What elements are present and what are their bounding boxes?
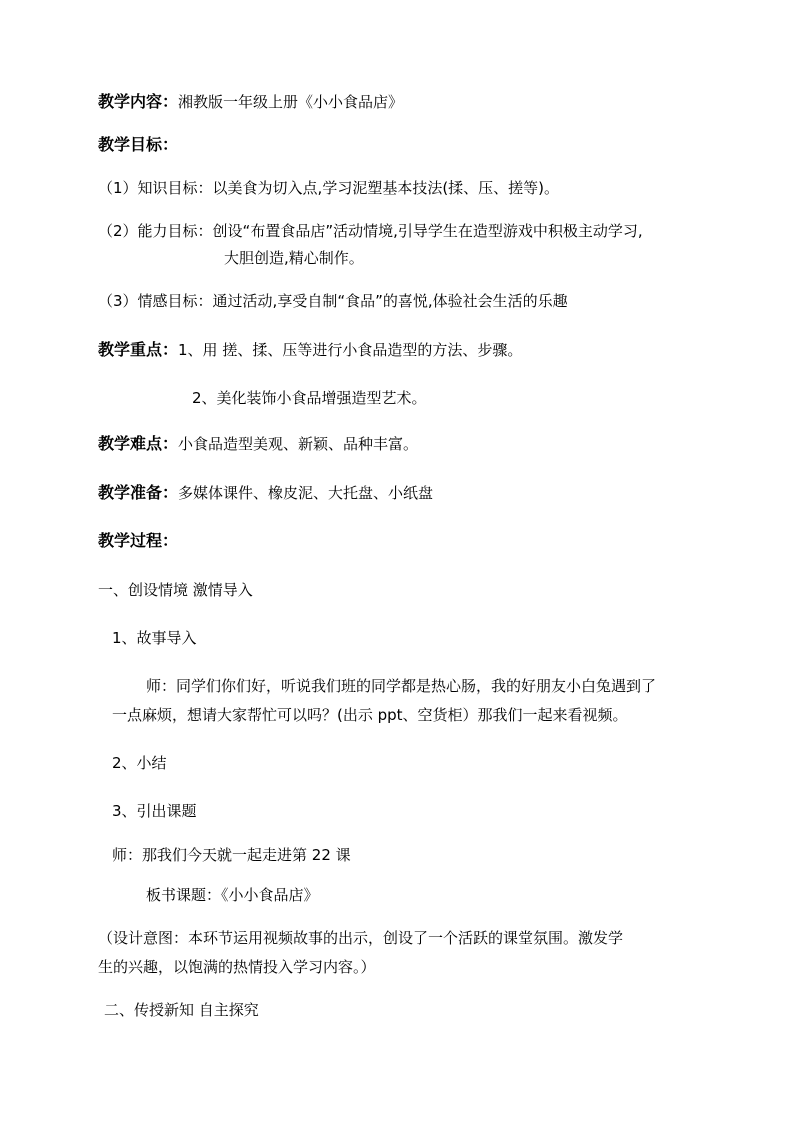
design-intent-line1: （设计意图：本环节运用视频故事的出示，创设了一个活跃的课堂氛围。激发学: [98, 929, 624, 947]
difficulty-line: [98, 434, 418, 454]
content-value: 湘教版一年级上册《小小食品店》: [178, 93, 404, 111]
step1-story-intro: 1、故事导入: [112, 629, 197, 647]
teacher1-line1: 师：同学们你们好，听说我们班的同学都是热心肠，我的好朋友小白兔遇到了: [146, 677, 657, 695]
key-point-1: 1、用 搓、揉、压等进行小食品造型的方法、步骤。: [178, 341, 523, 359]
design-intent-line2: 生的兴趣，以饱满的热情投入学习内容。）: [98, 958, 376, 976]
objective-ability-line2: 大胆创造,精心制作。: [224, 249, 364, 267]
objectives-heading: 教学目标：: [98, 135, 179, 154]
key-point-2: 2、美化装饰小食品增强造型艺术。: [192, 389, 427, 407]
difficulty-value: 小食品造型美观、新颖、品种丰富。: [178, 435, 419, 453]
objective-knowledge: （1）知识目标：以美食为切入点,学习泥塑基本技法(揉、压、搓等)。: [98, 179, 560, 197]
objective-emotion: （3）情感目标：通过活动,享受自制“食品”的喜悦,体验社会生活的乐趣: [98, 292, 568, 310]
preparation-line: [98, 483, 433, 503]
board-title: 板书课题：《小小食品店》: [146, 886, 319, 904]
step2-summary: 2、小结: [112, 754, 167, 772]
key-points-line1: [98, 340, 522, 360]
teacher2-line: 师：那我们今天就一起走进第 22 课: [112, 846, 351, 864]
preparation-label: 教学准备：: [98, 483, 179, 502]
preparation-value: 多媒体课件、橡皮泥、大托盘、小纸盘: [178, 484, 434, 502]
key-points-label: 教学重点：: [98, 340, 179, 359]
objective-ability-line1: （2）能力目标：创设“布置食品店”活动情境,引导学生在造型游戏中积极主动学习,: [98, 222, 643, 240]
process-heading: 教学过程：: [98, 531, 179, 550]
content-line: [98, 92, 403, 112]
difficulty-label: 教学难点：: [98, 434, 179, 453]
step3-topic: 3、引出课题: [112, 802, 197, 820]
content-label: 教学内容：: [98, 92, 179, 111]
teacher1-line2: 一点麻烦，想请大家帮忙可以吗？(出示 ppt、空货柜）那我们一起来看视频。: [112, 706, 628, 724]
section2-title: 二、传授新知 自主探究: [104, 1001, 259, 1019]
section1-title: 一、创设情境 激情导入: [98, 581, 253, 599]
